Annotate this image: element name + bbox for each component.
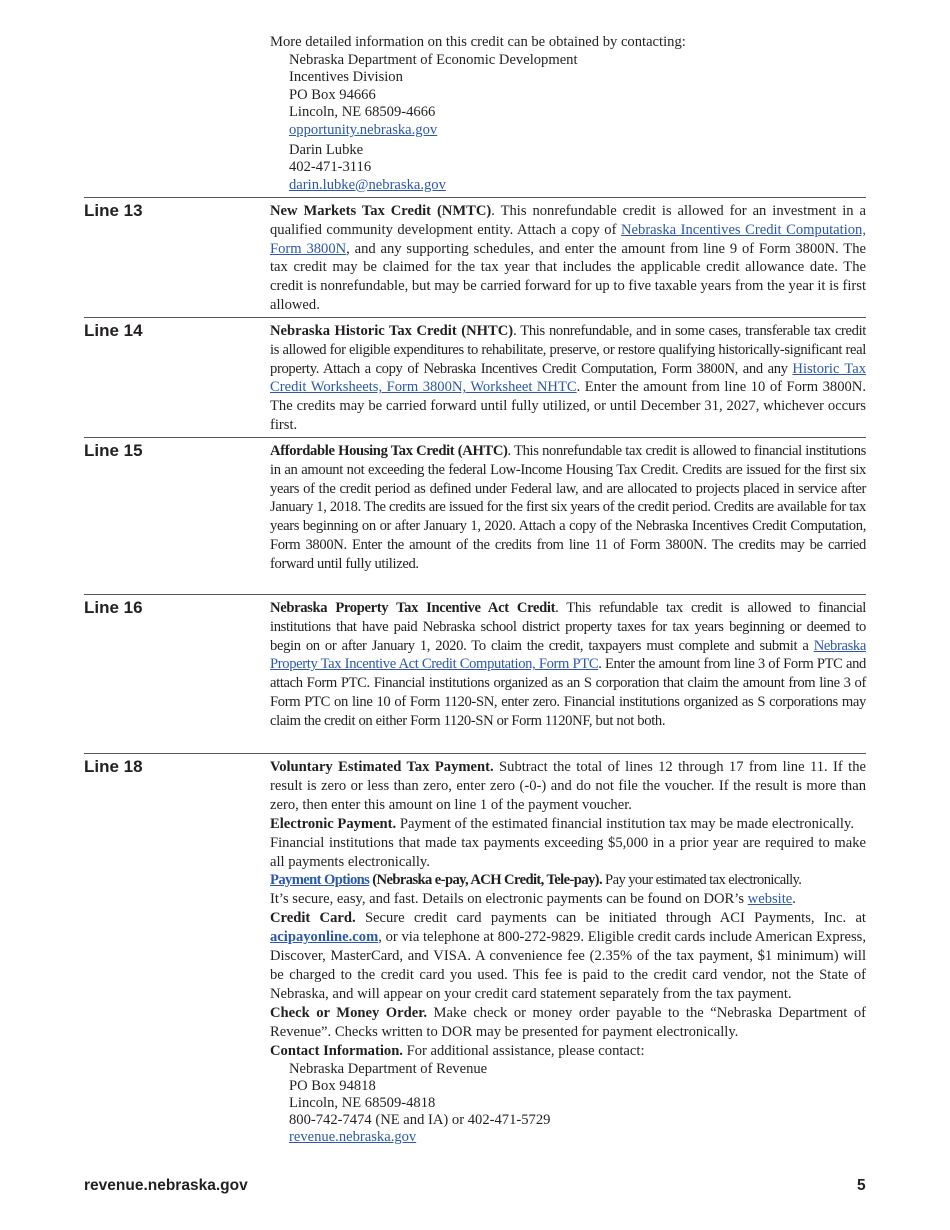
nded-contact-block xyxy=(270,34,870,194)
line-16-text xyxy=(270,595,866,731)
form-3800n-link[interactable]: Nebraska Incentives Credit Computation, Form 3800N xyxy=(270,221,866,257)
line-14-text xyxy=(270,318,866,435)
credit-card-text-cont: , or via telephone at 800-272-9829. Eligible credit cards include American Express, Discover, MasterCard, and VISA. A convenience fee (2.35% of the tax payment, $1 minimum) will be charged to the credit card you used. This fee is paid to the credit card vendor, not the State of Nebraska, and will appear on your credit card statement separately from the tax payment. xyxy=(270,929,866,1002)
line-13-text xyxy=(270,198,866,315)
contact-info-title: Contact Information. xyxy=(270,1042,403,1059)
line-18-section xyxy=(84,753,866,1147)
line-16-label: Line 16 xyxy=(84,598,143,617)
dor-contact-line: Nebraska Department of Revenue xyxy=(289,1060,488,1077)
estimated-payment-title: Voluntary Estimated Tax Payment. xyxy=(270,759,494,775)
line-13-body-cont: , and any supporting schedules, and enter the amount from line 9 of Form 3800N. The tax credit may be claimed for the tax year that includes the applicable credit allowance date. The credit is nonrefundable, but may be carried forward for up to five taxable years from the year it is first allowed. xyxy=(270,240,866,313)
line-16-body: . This refundable tax credit is allowed to financial institutions that have paid Nebraska school district property taxes for tax years beginning or deemed to begin on or after January 1, 2020. To claim the credit, taxpayers must complete and submit a xyxy=(270,600,866,654)
line-16-title: Nebraska Property Tax Incentive Act Credit xyxy=(270,600,556,616)
revenue-website-link[interactable]: revenue.nebraska.gov xyxy=(289,1129,417,1146)
dor-contact-line: 800-742-7474 (NE and IA) or 402-471-5729 xyxy=(289,1112,551,1129)
worksheet-nhtc-link[interactable]: Historic Tax Credit Worksheets, Form 3800N, Worksheet NHTC xyxy=(270,360,866,396)
intro-line: Nebraska Department of Economic Development xyxy=(289,51,578,68)
payment-options-link[interactable]: Payment Options xyxy=(270,872,370,889)
check-text: Make check or money order payable to the “Nebraska Department of Revenue”. Checks written to DOR may be presented for payment electronically. xyxy=(270,1004,866,1040)
intro-line: PO Box 94666 xyxy=(289,86,376,103)
check-title: Check or Money Order. xyxy=(270,1004,428,1021)
line-14-section xyxy=(84,317,866,435)
contact-phone: 402-471-3116 xyxy=(289,159,372,176)
dor-website-link[interactable]: website xyxy=(747,891,793,908)
dor-contact-line: Lincoln, NE 68509-4818 xyxy=(289,1094,436,1111)
line-16-body-cont: . Enter the amount from line 3 of Form PTC and attach Form PTC. Financial institutions organized as an S corporation that claim the amount from line 3 of Form PTC on line 10 of Form 1120-SN, enter zero. Financial institutions organized as S corporations may claim the credit on either Form 1120-SN or Form 1120NF, but not both. xyxy=(270,656,866,729)
estimated-payment-paragraph xyxy=(270,758,866,815)
form-ptc-link[interactable]: Nebraska Property Tax Incentive Act Credit Computation, Form PTC xyxy=(270,637,866,673)
payment-options-text-cont: It’s secure, easy, and fast. Details on electronic payments can be found on DOR’s xyxy=(270,891,748,908)
period: . xyxy=(792,891,796,908)
dor-contact-block xyxy=(270,1061,866,1147)
intro-lead: More detailed information on this credit can be obtained by contacting: xyxy=(270,34,686,50)
contact-name: Darin Lubke xyxy=(289,141,364,158)
line-15-section xyxy=(84,437,866,574)
line-13-section xyxy=(84,197,866,315)
line-16-section xyxy=(84,594,866,731)
electronic-payment-paragraph xyxy=(270,815,866,834)
electronic-payment-text: Payment of the estimated financial institution tax may be made electronically. xyxy=(396,815,854,832)
line-13-label: Line 13 xyxy=(84,201,143,220)
line-15-body: . This nonrefundable tax credit is allowed to financial institutions in an amount not exceeding the federal Low-Income Housing Tax Credit. Credits are issued for the first six years of the credit period as defined under Federal law, and are allocated to projects placed in service after January 1, 2018. The credits are issued for the first six years of the credit period. Credits are available for tax years beginning on or after January 1, 2020. Attach a copy of the Nebraska Incentives Credit Computation, Form 3800N. Enter the amount of the credits from line 11 of Form 3800N. The credits may be carried forward until fully utilized. xyxy=(270,443,866,572)
electronic-payment-title: Electronic Payment. xyxy=(270,815,397,832)
intro-line: Incentives Division xyxy=(289,69,403,86)
line-14-body-cont: . Enter the amount from line 10 of Form 3800N. The credits may be carried forward until fully utilized, or until December 31, 2027, whichever occurs first. xyxy=(270,379,866,433)
check-paragraph xyxy=(270,1004,866,1042)
estimated-payment-text: Subtract the total of lines 12 through 17 from line 11. If the result is zero or less than zero, enter zero (-0-) and do not file the voucher. If the result is more than zero, then enter this amount on line 1 of the payment voucher. xyxy=(270,759,867,813)
line-14-label: Line 14 xyxy=(84,321,143,340)
contact-email-link[interactable]: darin.lubke@nebraska.gov xyxy=(289,176,446,193)
credit-card-paragraph xyxy=(270,909,866,1004)
line-13-title: New Markets Tax Credit (NMTC) xyxy=(270,203,492,219)
intro-line: Lincoln, NE 68509-4666 xyxy=(289,104,436,121)
opportunity-website-link[interactable]: opportunity.nebraska.gov xyxy=(289,121,438,138)
line-13-body: . This nonrefundable credit is allowed for an investment in a qualified community development entity. Attach a copy of xyxy=(270,203,866,238)
line-14-body: . This nonrefundable, and in some cases, transferable tax credit is allowed for eligible expenditures to rehabilitate, preserve, or restore qualifying historically-significant real property. Attach a copy of Nebraska Incentives Credit Computation, Form 3800N, and any xyxy=(270,323,866,377)
line-18-text xyxy=(270,754,866,1147)
line-14-title: Nebraska Historic Tax Credit (NHTC) xyxy=(270,323,514,339)
payment-options-paragraph xyxy=(270,871,866,909)
payment-options-methods: (Nebraska e-pay, ACH Credit, Tele-pay). xyxy=(369,872,602,889)
line-15-title: Affordable Housing Tax Credit (AHTC) xyxy=(270,443,508,459)
line-15-label: Line 15 xyxy=(84,441,143,460)
dor-contact-line: PO Box 94818 xyxy=(289,1077,376,1094)
payment-options-text: Pay your estimated tax electronically. xyxy=(602,872,802,889)
contact-info-text: For additional assistance, please contact: xyxy=(402,1042,645,1059)
page-number: 5 xyxy=(857,1177,866,1194)
footer-site: revenue.nebraska.gov xyxy=(84,1177,248,1194)
credit-card-title: Credit Card. xyxy=(270,910,356,927)
acipayonline-link[interactable]: acipayonline.com xyxy=(270,929,379,946)
contact-info-paragraph xyxy=(270,1042,866,1061)
electronic-required-paragraph: Financial institutions that made tax payments exceeding $5,000 in a prior year are required to make all payments electronically. xyxy=(270,834,866,870)
line-15-text xyxy=(270,438,866,574)
credit-card-text: Secure credit card payments can be initiated through ACI Payments, Inc. at xyxy=(355,910,866,927)
line-18-label: Line 18 xyxy=(84,757,143,776)
